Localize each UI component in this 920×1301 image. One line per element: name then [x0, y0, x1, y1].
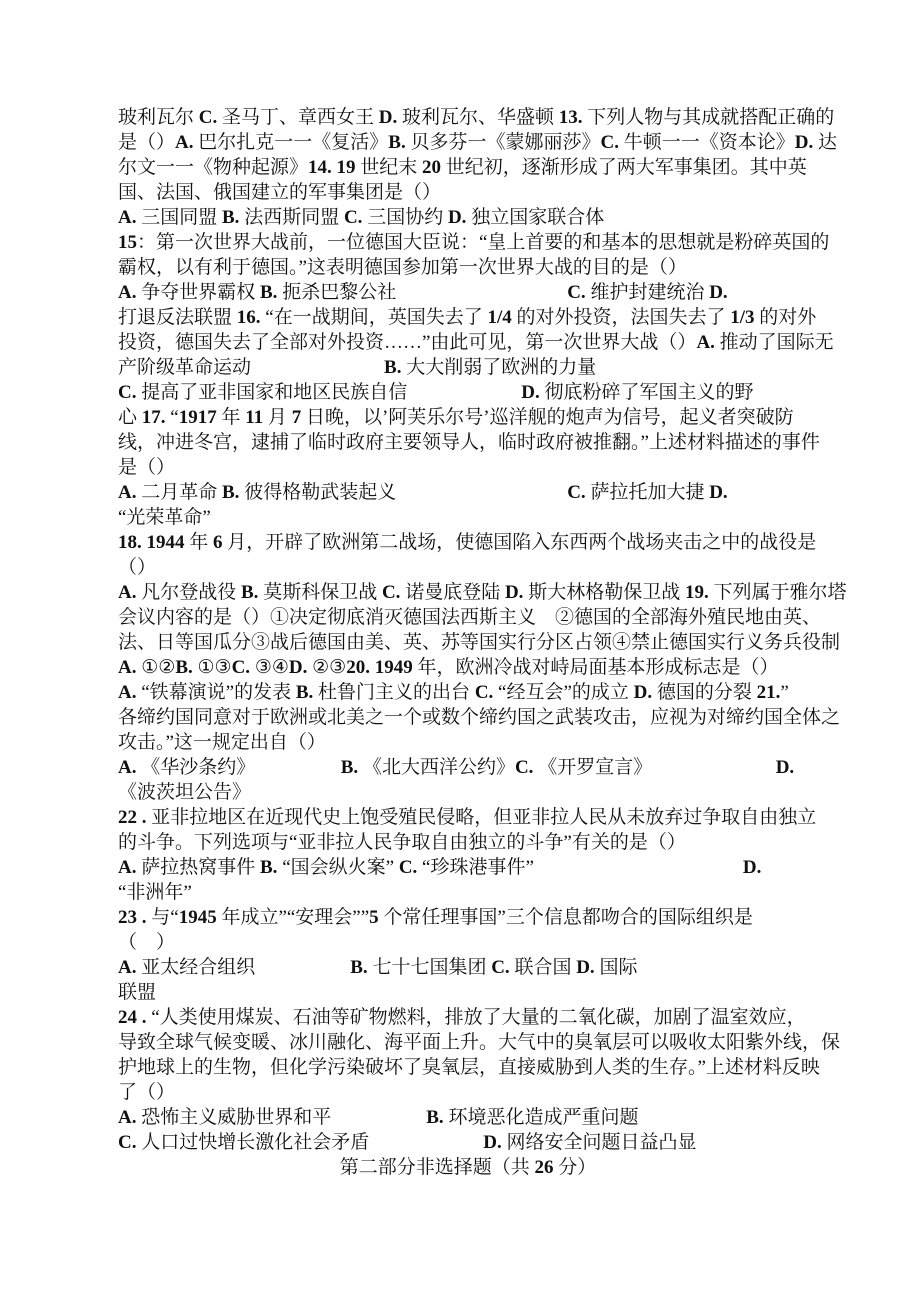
text-line: 心 17. “1917 年 11 月 7 日晚，以’阿芙乐尔号’巡洋舰的炮声为信号，起义者突破防 — [118, 407, 794, 428]
text-line: 了（） — [118, 1082, 176, 1103]
text-line: A. 萨拉热窝事件 B. “国会纵火案” C. “珍珠港事件” D. — [118, 857, 762, 878]
text-line: （） — [118, 557, 157, 578]
text-line: “非洲年” — [118, 882, 192, 903]
text-line: 打退反法联盟 16. “在一战期间，英国失去了 1/4 的对外投资，法国失去了 1/3 的对外 — [118, 307, 817, 328]
text-line: A. 凡尔登战役 B. 莫斯科保卫战 C. 诺曼底登陆 D. 斯大林格勒保卫战 19. 下列属于雅尔塔 — [118, 582, 847, 603]
text-line: A. ①②B. ①③C. ③④D. ②③20. 1949 年，欧洲冷战对峙局面基本形成标志是（） — [118, 657, 779, 678]
text-line: 攻击。”这一规定出自（） — [118, 732, 326, 753]
text-line: 玻利瓦尔 C. 圣马丁、章西女王 D. 玻利瓦尔、华盛顿 13. 下列人物与其成就搭配正确的 — [118, 107, 835, 128]
text-line: 23 . 与“1945 年成立”“安理会””5 个常任理事国”三个信息都吻合的国际组织是 — [118, 907, 753, 928]
text-line: 是（） — [118, 457, 176, 478]
text-line: 法、日等国瓜分③战后德国由美、英、苏等国实行分区占领④禁止德国实行义务兵役制 — [118, 632, 841, 653]
text-line: A. 三国同盟 B. 法西斯同盟 C. 三国协约 D. 独立国家联合体 — [118, 207, 605, 228]
text-line: 线，冲进冬宫，逮捕了临时政府主要领导人，临时政府被推翻。”上述材料描述的事件 — [118, 432, 820, 453]
text-line: 会议内容的是（）①决定彻底消灭德国法西斯主义 ②德国的全部海外殖民地由英、 — [118, 607, 822, 628]
text-line: 的斗争。下列选项与“亚非拉人民争取自由独立的斗争”有关的是（） — [118, 832, 686, 853]
text-line: C. 人口过快增长激化社会矛盾 D. 网络安全问题日益凸显 — [118, 1132, 697, 1153]
section-heading: 第二部分非选择题（共 26 分） — [339, 1157, 597, 1178]
text-line: C. 提高了亚非国家和地区民族自信 D. 彻底粉碎了军国主义的野 — [118, 382, 754, 403]
text-line: 导致全球气候变暖、冰川融化、海平面上升。大气中的臭氧层可以吸收太阳紫外线，保 — [118, 1032, 841, 1053]
text-line: 22 . 亚非拉地区在近现代史上饱受殖民侵略，但亚非拉人民从未放弃过争取自由独立 — [118, 807, 817, 828]
text-line: 尔文一一《物种起源》14. 19 世纪末 20 世纪初，逐渐形成了两大军事集团。其中英 — [118, 157, 807, 178]
text-line: 投资，德国失去了全部对外投资……”由此可见，第一次世界大战（）A. 推动了国际无 — [118, 332, 834, 353]
text-line: 是（）A. 巴尔扎克一一《复活》B. 贝多芬一《蒙娜丽莎》C. 牛顿一一《资本论》D. 达 — [118, 132, 837, 153]
text-line: A. 《华沙条约》 B. 《北大西洋公约》C. 《开罗宣言》 D. — [118, 757, 795, 778]
text-line: 联盟 — [118, 982, 157, 1003]
text-line: （ ） — [118, 932, 176, 953]
question-text-block — [118, 105, 847, 1180]
text-line: 18. 1944 年 6 月，开辟了欧洲第二战场，使德国陷入东西两个战场夹击之中的战役是 — [118, 532, 817, 553]
text-line: 产阶级革命运动 B. 大大削弱了欧洲的力量 — [118, 357, 597, 378]
text-line: “光荣革命” — [118, 507, 211, 528]
text-line: 各缔约国同意对于欧洲或北美之一个或数个缔约国之武装攻击，应视为对缔约国全体之 — [118, 707, 841, 728]
text-line: A. 二月革命 B. 彼得格勒武装起义 C. 萨拉托加大捷 D. — [118, 482, 728, 503]
text-line: A. “铁幕演说”的发表 B. 杜鲁门主义的出台 C. “经互会”的成立 D. 德国的分裂 21.” — [118, 682, 789, 703]
text-line: A. 恐怖主义威胁世界和平 B. 环境恶化造成严重问题 — [118, 1107, 639, 1128]
text-line: A. 亚太经合组织 B. 七十七国集团 C. 联合国 D. 国际 — [118, 957, 638, 978]
text-line: 24 . “人类使用煤炭、石油等矿物燃料，排放了大量的二氧化碳，加剧了温室效应， — [118, 1007, 806, 1028]
text-line: A. 争夺世界霸权 B. 扼杀巴黎公社 C. 维护封建统治 D. — [118, 282, 728, 303]
text-line: 15：第一次世界大战前，一位德国大臣说：“皇上首要的和基本的思想就是粉碎英国的 — [118, 232, 830, 253]
text-line: 霸权，以有利于德国。”这表明德国参加第一次世界大战的目的是（） — [118, 257, 687, 278]
text-line: 护地球上的生物，但化学污染破坏了臭氧层，直接威胁到人类的生存。”上述材料反映 — [118, 1057, 820, 1078]
text-line: 国、法国、俄国建立的军事集团是（） — [118, 182, 442, 203]
text-line: 《波茨坦公告》 — [118, 782, 252, 803]
